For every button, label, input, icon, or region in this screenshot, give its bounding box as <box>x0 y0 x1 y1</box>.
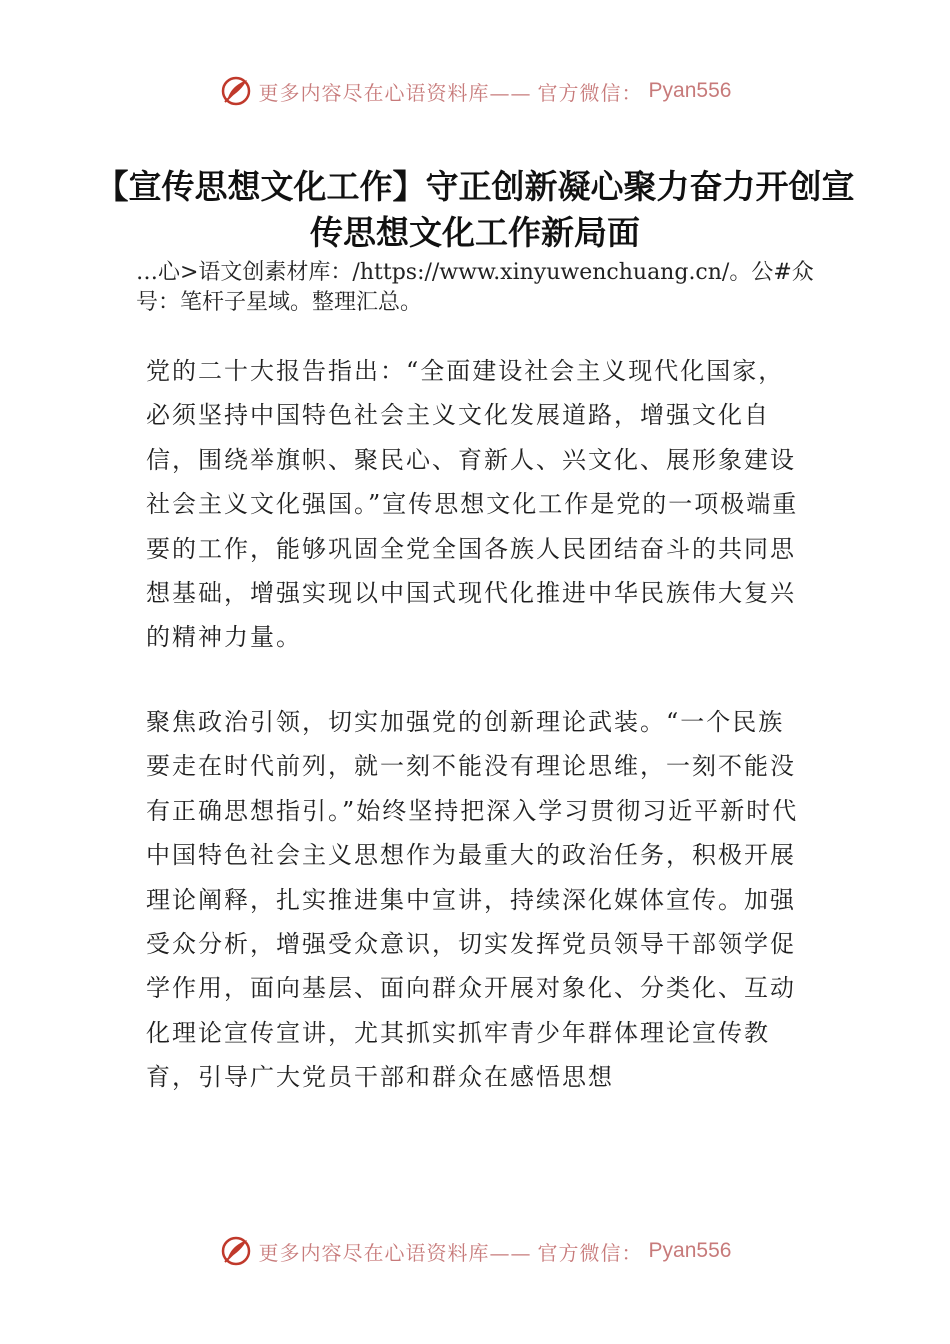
banner-wechat-id: Pyan556 <box>648 79 732 102</box>
banner-wechat-label: 官方微信： <box>537 1240 643 1265</box>
banner-slogan: 更多内容尽在心语资料库—— <box>258 1240 532 1265</box>
paragraph-intro: 党的二十大报告指出：“全面建设社会主义现代化国家，必须坚持中国特色社会主义文化发展道路，增强文化自信，围绕举旗帜、聚民心、育新人、兴文化、展形象建设社会主义文化强国。”宣传思想文化工作是党的一项极端重要的工作，能够巩固全党全国各族人民团结奋斗的共同思想基础，增强实现以中国式现代化推进中华民族伟大复兴的精神力量。 <box>146 357 799 652</box>
leaf-pen-logo-icon <box>219 1234 253 1268</box>
banner-wechat-id: Pyan556 <box>648 1239 732 1262</box>
document-title: 【宣传思想文化工作】守正创新凝心聚力奋力开创宣传思想文化工作新局面 <box>95 167 855 252</box>
banner-wechat-label: 官方微信： <box>537 80 643 105</box>
footer-banner <box>0 1234 950 1268</box>
banner-slogan: 更多内容尽在心语资料库—— <box>258 80 532 105</box>
source-line: …心>语文创素材库：/https://www.xinyuwenchuang.cn/。公#众号：笔杆子星域。整理汇总。 <box>136 260 814 315</box>
header-banner <box>0 74 950 108</box>
leaf-pen-logo-icon <box>219 74 253 108</box>
paragraph-political-guidance: 聚焦政治引领，切实加强党的创新理论武装。“一个民族要走在时代前列，就一刻不能没有理论思维，一刻不能没有正确思想指引。”始终坚持把深入学习贯彻习近平新时代中国特色社会主义思想作为最重大的政治任务，积极开展理论阐释，扎实推进集中宣讲，持续深化媒体宣传。加强受众分析，增强受众意识，切实发挥党员领导干部领学促学作用，面向基层、面向群众开展对象化、分类化、互动化理论宣传宣讲，尤其抓实抓牢青少年群体理论宣传教育，引导广大党员干部和群众在感悟思想 <box>146 708 799 1092</box>
